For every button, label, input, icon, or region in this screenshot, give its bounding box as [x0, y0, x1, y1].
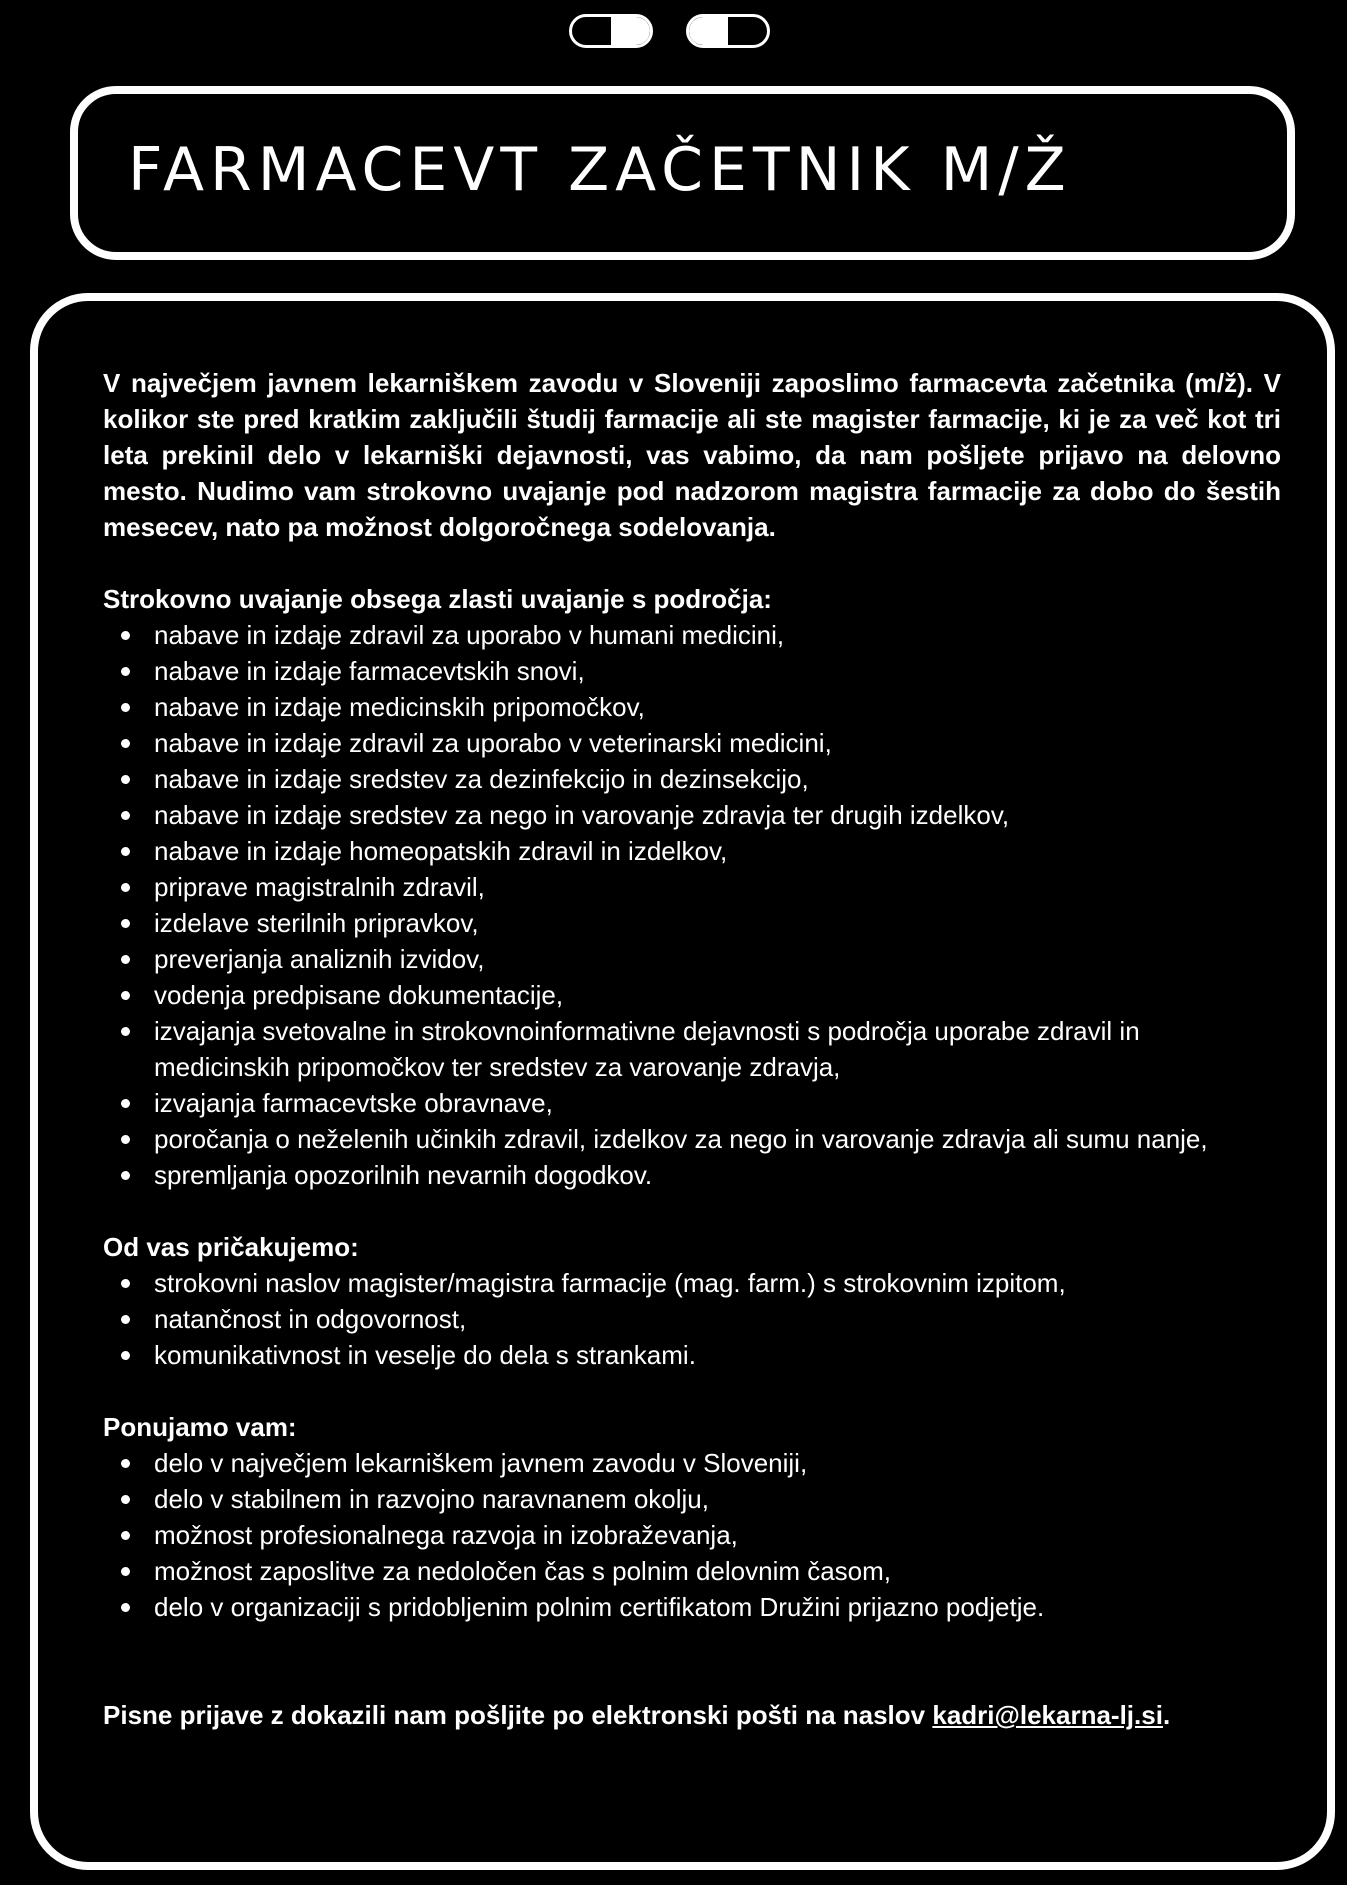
toggle-knob: [689, 17, 728, 45]
list-item: natančnost in odgovornost,: [103, 1301, 1281, 1337]
section-title: Od vas pričakujemo:: [103, 1232, 359, 1262]
list-item: poročanja o neželenih učinkih zdravil, izdelkov za nego in varovanje zdravja ali sumu nanje,: [103, 1121, 1281, 1157]
bullet-list: [103, 1445, 1281, 1625]
list-item: strokovni naslov magister/magistra farmacije (mag. farm.) s strokovnim izpitom,: [103, 1265, 1281, 1301]
section-offer: [103, 1409, 1281, 1625]
toggle-group: [0, 14, 1347, 52]
list-item: preverjanja analiznih izvidov,: [103, 941, 1281, 977]
page-title: FARMACEVT ZAČETNIK M/Ž: [128, 135, 1072, 205]
list-item: delo v največjem lekarniškem javnem zavodu v Sloveniji,: [103, 1445, 1281, 1481]
list-item: izdelave sterilnih pripravkov,: [103, 905, 1281, 941]
intro-paragraph: V največjem javnem lekarniškem zavodu v Sloveniji zaposlimo farmacevta začetnika (m/ž). V kolikor ste pred kratkim zaključili študij farmacije ali ste magister farmacije, ki je za več kot tri leta prekinil delo v lekarniški dejavnosti, vas vabimo, da nam pošljete prijavo na delovno mesto. Nudimo vam strokovno uvajanje pod nadzorom magistra farmacije za dobo do šestih mesecev, nato pa možnost dolgoročnega sodelovanja.: [103, 368, 1281, 542]
list-item: delo v organizaciji s pridobljenim polnim certifikatom Družini prijazno podjetje.: [103, 1589, 1281, 1625]
closing-end: .: [1162, 1700, 1171, 1730]
content-panel: [30, 293, 1335, 1870]
toggle-switch-right[interactable]: [686, 14, 770, 48]
list-item: nabave in izdaje sredstev za dezinfekcijo in dezinsekcijo,: [103, 761, 1281, 797]
section-title: Strokovno uvajanje obsega zlasti uvajanje s področja:: [103, 584, 772, 614]
list-item: nabave in izdaje medicinskih pripomočkov,: [103, 689, 1281, 725]
closing-text: Pisne prijave z dokazili nam pošljite po elektronski pošti na naslov: [103, 1700, 933, 1730]
list-item: nabave in izdaje zdravil za uporabo v humani medicini,: [103, 617, 1281, 653]
list-item: delo v stabilnem in razvojno naravnanem okolju,: [103, 1481, 1281, 1517]
bullet-list: [103, 1265, 1281, 1373]
list-item: nabave in izdaje sredstev za nego in varovanje zdravja ter drugih izdelkov,: [103, 797, 1281, 833]
list-item: spremljanja opozorilnih nevarnih dogodkov.: [103, 1157, 1281, 1193]
list-item: možnost zaposlitve za nedoločen čas s polnim delovnim časom,: [103, 1553, 1281, 1589]
list-item: nabave in izdaje farmacevtskih snovi,: [103, 653, 1281, 689]
job-description: [103, 365, 1281, 1733]
list-item: komunikativnost in veselje do dela s strankami.: [103, 1337, 1281, 1373]
bullet-list: [103, 617, 1281, 1193]
list-item: nabave in izdaje zdravil za uporabo v veterinarski medicini,: [103, 725, 1281, 761]
list-item: izvajanja svetovalne in strokovnoinformativne dejavnosti s področja uporabe zdravil in medicinskih pripomočkov ter sredstev za varovanje zdravja,: [103, 1013, 1281, 1085]
list-item: vodenja predpisane dokumentacije,: [103, 977, 1281, 1013]
list-item: priprave magistralnih zdravil,: [103, 869, 1281, 905]
title-panel: [70, 86, 1295, 260]
list-item: nabave in izdaje homeopatskih zdravil in izdelkov,: [103, 833, 1281, 869]
email-link[interactable]: kadri@lekarna-lj.si: [932, 1700, 1163, 1730]
closing-paragraph: [103, 1697, 1281, 1733]
toggle-knob: [611, 17, 650, 45]
section-title: Ponujamo vam:: [103, 1412, 297, 1442]
toggle-switch-left[interactable]: [569, 14, 653, 48]
section-training: [103, 581, 1281, 1193]
section-requirements: [103, 1229, 1281, 1373]
list-item: možnost profesionalnega razvoja in izobraževanja,: [103, 1517, 1281, 1553]
list-item: izvajanja farmacevtske obravnave,: [103, 1085, 1281, 1121]
